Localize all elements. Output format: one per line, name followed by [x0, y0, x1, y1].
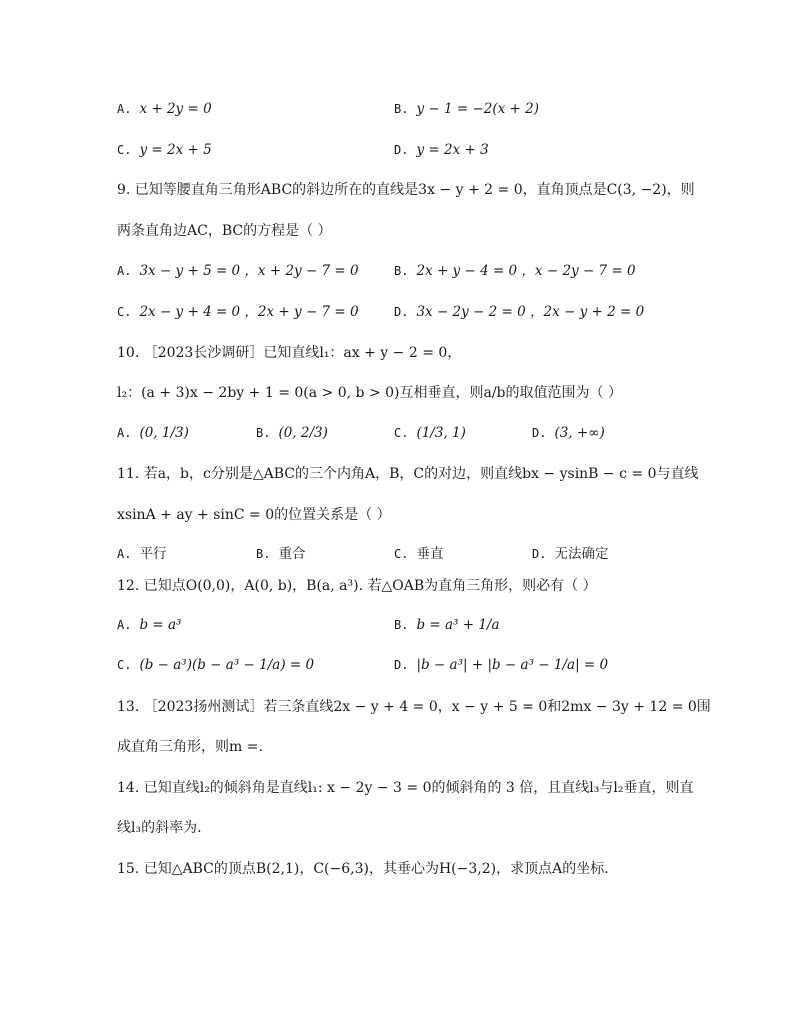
option-text: (3, +∞): [554, 425, 605, 441]
option-letter: C.: [117, 658, 132, 672]
option-letter: D.: [394, 143, 409, 157]
q12-stem: 12. 已知点O(0,0)，A(0, b)，B(a, a³). 若△OAB为直角三角形，则必有（ ）: [117, 578, 597, 594]
option-text: y = 2x + 3: [416, 142, 489, 158]
option-text: x + 2y = 0: [139, 101, 212, 117]
q11-stem-line-2: xsinA + ay + sinC = 0的位置关系是（ ）: [117, 507, 391, 523]
option-text: 无法确定: [554, 546, 609, 562]
q10-stem-line-2: l₂：(a + 3)x − 2by + 1 = 0(a > 0, b > 0)互相垂直，则a/b的取值范围为（ ）: [117, 385, 622, 401]
q8-option-b: [394, 99, 539, 119]
option-letter: B.: [394, 102, 409, 116]
option-text: 2x − y + 4 = 0 ，2x + y − 7 = 0: [139, 304, 359, 320]
q11-stem-line-1: 11. 若a，b，c分别是△ABC的三个内角A，B，C的对边，则直线bx − ysinB − c = 0与直线: [117, 466, 699, 482]
option-text: b = a³: [139, 617, 182, 633]
q10-option-c: [394, 423, 466, 443]
q9-stem-line-2: 两条直角边AC，BC的方程是（ ）: [117, 223, 332, 239]
option-text: 平行: [139, 546, 167, 562]
q11-option-d: [532, 544, 608, 564]
q14-stem-line-2: 线l₃的斜率为.: [117, 820, 202, 836]
option-letter: D.: [394, 305, 409, 319]
option-letter: A.: [117, 264, 132, 278]
q10-stem-line-1: 10. ［2023长沙调研］已知直线l₁：ax + y − 2 = 0，: [117, 345, 462, 361]
q12-option-d: [394, 655, 608, 675]
q11-option-a: [117, 544, 166, 564]
option-letter: D.: [532, 547, 547, 561]
option-text: (0, 2/3): [278, 425, 328, 441]
option-letter: A.: [117, 102, 132, 116]
q11-option-b: [256, 544, 305, 564]
q12-option-b: [394, 615, 500, 635]
q11-option-c: [394, 544, 443, 564]
q13-stem-line-1: 13. ［2023扬州测试］若三条直线2x − y + 4 = 0，x − y + 5 = 0和2mx − 3y + 12 = 0围: [117, 699, 711, 715]
option-letter: C.: [117, 143, 132, 157]
option-letter: B.: [256, 426, 271, 440]
option-letter: A.: [117, 547, 132, 561]
q8-option-a: [117, 99, 212, 119]
option-text: 3x − 2y − 2 = 0 ，2x − y + 2 = 0: [416, 304, 645, 320]
option-text: (b − a³)(b − a³ − 1/a) = 0: [139, 657, 315, 673]
q15-stem: 15. 已知△ABC的顶点B(2,1)，C(−6,3)，其垂心为H(−3,2)，求顶点A的坐标.: [117, 861, 609, 877]
option-letter: D.: [532, 426, 547, 440]
option-text: (1/3, 1): [416, 425, 466, 441]
option-text: 2x + y − 4 = 0 ，x − 2y − 7 = 0: [416, 263, 636, 279]
option-letter: B.: [394, 264, 409, 278]
option-letter: A.: [117, 618, 132, 632]
option-letter: B.: [256, 547, 271, 561]
q12-option-a: [117, 615, 181, 635]
q9-stem-line-1: 9. 已知等腰直角三角形ABC的斜边所在的直线是3x − y + 2 = 0，直角顶点是C(3, −2)，则: [117, 182, 695, 198]
option-text: |b − a³| + |b − a³ − 1/a| = 0: [416, 657, 609, 673]
q10-option-a: [117, 423, 189, 443]
option-text: 垂直: [416, 546, 444, 562]
q8-option-d: [394, 140, 489, 160]
option-text: y − 1 = −2(x + 2): [416, 101, 539, 117]
option-letter: A.: [117, 426, 132, 440]
option-letter: B.: [394, 618, 409, 632]
q14-stem-line-1: 14. 已知直线l₂的倾斜角是直线l₁: x − 2y − 3 = 0的倾斜角的 3 倍，且直线l₃与l₂垂直，则直: [117, 780, 694, 796]
option-letter: C.: [394, 426, 409, 440]
q13-stem-line-2: 成直角三角形，则m =.: [117, 739, 263, 755]
option-text: 3x − y + 5 = 0 ，x + 2y − 7 = 0: [139, 263, 359, 279]
q9-option-c: [117, 302, 359, 322]
q9-option-d: [394, 302, 644, 322]
q9-option-b: [394, 261, 636, 281]
option-text: (0, 1/3): [139, 425, 189, 441]
option-text: 重合: [278, 546, 306, 562]
q12-option-c: [117, 655, 314, 675]
option-letter: C.: [394, 547, 409, 561]
option-letter: C.: [117, 305, 132, 319]
option-text: b = a³ + 1/a: [416, 617, 500, 633]
q10-option-d: [532, 423, 605, 443]
q10-option-b: [256, 423, 328, 443]
q9-option-a: [117, 261, 359, 281]
option-text: y = 2x + 5: [139, 142, 212, 158]
q8-option-c: [117, 140, 212, 160]
option-letter: D.: [394, 658, 409, 672]
